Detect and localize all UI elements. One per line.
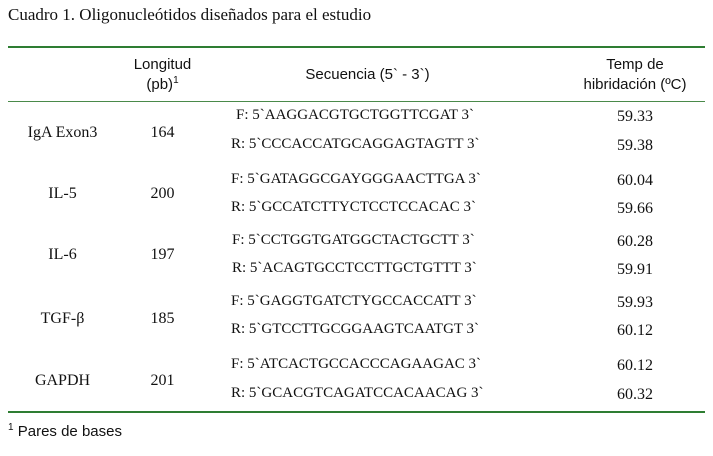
header-bottom-rule	[8, 101, 705, 102]
footnote-sup: 1	[8, 422, 14, 433]
gene-length: 164	[150, 124, 175, 141]
forward-primer: F: 5`AAGGACGTGCTGGTTCGAT 3`	[236, 107, 475, 123]
gene-name: IL-5	[48, 185, 77, 202]
temp-forward: 60.28	[617, 233, 653, 250]
header-secuencia: Secuencia (5` - 3`)	[305, 66, 430, 83]
gene-name: GAPDH	[34, 372, 91, 389]
forward-primer: F: 5`GAGGTGATCTYGCCACCATT 3`	[231, 293, 477, 309]
header-longitud-line1: Longitud	[133, 56, 192, 73]
gene-length: 200	[150, 185, 175, 202]
reverse-primer: R: 5`GCACGTCAGATCCACAACAG 3`	[231, 385, 484, 401]
header-longitud	[110, 55, 215, 95]
gene-length: 197	[150, 246, 175, 263]
gene-name: IL-6	[48, 246, 77, 263]
header-temp	[560, 55, 710, 95]
reverse-primer: R: 5`GCCATCTTYCTCCTCCACAC 3`	[231, 199, 477, 215]
forward-primer: F: 5`ATCACTGCCACCCAGAAGAC 3`	[231, 356, 482, 372]
temp-reverse: 60.32	[617, 386, 653, 403]
forward-primer: F: 5`GATAGGCGAYGGGAACTTGA 3`	[231, 171, 481, 187]
gene-length: 185	[150, 310, 175, 327]
temp-reverse: 59.91	[617, 261, 653, 278]
header-longitud-unit: (pb)	[146, 76, 174, 93]
footnote	[8, 423, 122, 440]
reverse-primer: R: 5`ACAGTGCCTCCTTGCTGTTT 3`	[232, 260, 477, 276]
header-temp-line2: hibridación (ºC)	[583, 76, 687, 93]
header-longitud-sup: 1	[173, 75, 179, 86]
reverse-primer: R: 5`GTCCTTGCGGAAGTCAATGT 3`	[231, 321, 480, 337]
temp-forward: 59.33	[617, 108, 653, 125]
gene-name: IgA Exon3	[27, 124, 98, 141]
temp-forward: 60.12	[617, 357, 653, 374]
temp-reverse: 60.12	[617, 322, 653, 339]
temp-reverse: 59.66	[617, 200, 653, 217]
temp-reverse: 59.38	[617, 137, 653, 154]
table-top-rule	[8, 46, 705, 48]
temp-forward: 60.04	[617, 172, 653, 189]
table-bottom-rule	[8, 411, 705, 413]
reverse-primer: R: 5`CCCACCATGCAGGAGTAGTT 3`	[231, 136, 480, 152]
header-longitud-line2	[110, 75, 215, 95]
table-caption: Cuadro 1. Oligonucleótidos diseñados para el estudio	[8, 5, 372, 24]
footnote-text: Pares de bases	[17, 423, 122, 440]
gene-name: TGF-β	[40, 310, 85, 327]
gene-length: 201	[150, 372, 175, 389]
header-temp-line1: Temp de	[606, 56, 664, 73]
forward-primer: F: 5`CCTGGTGATGGCTACTGCTT 3`	[232, 232, 475, 248]
temp-forward: 59.93	[617, 294, 653, 311]
